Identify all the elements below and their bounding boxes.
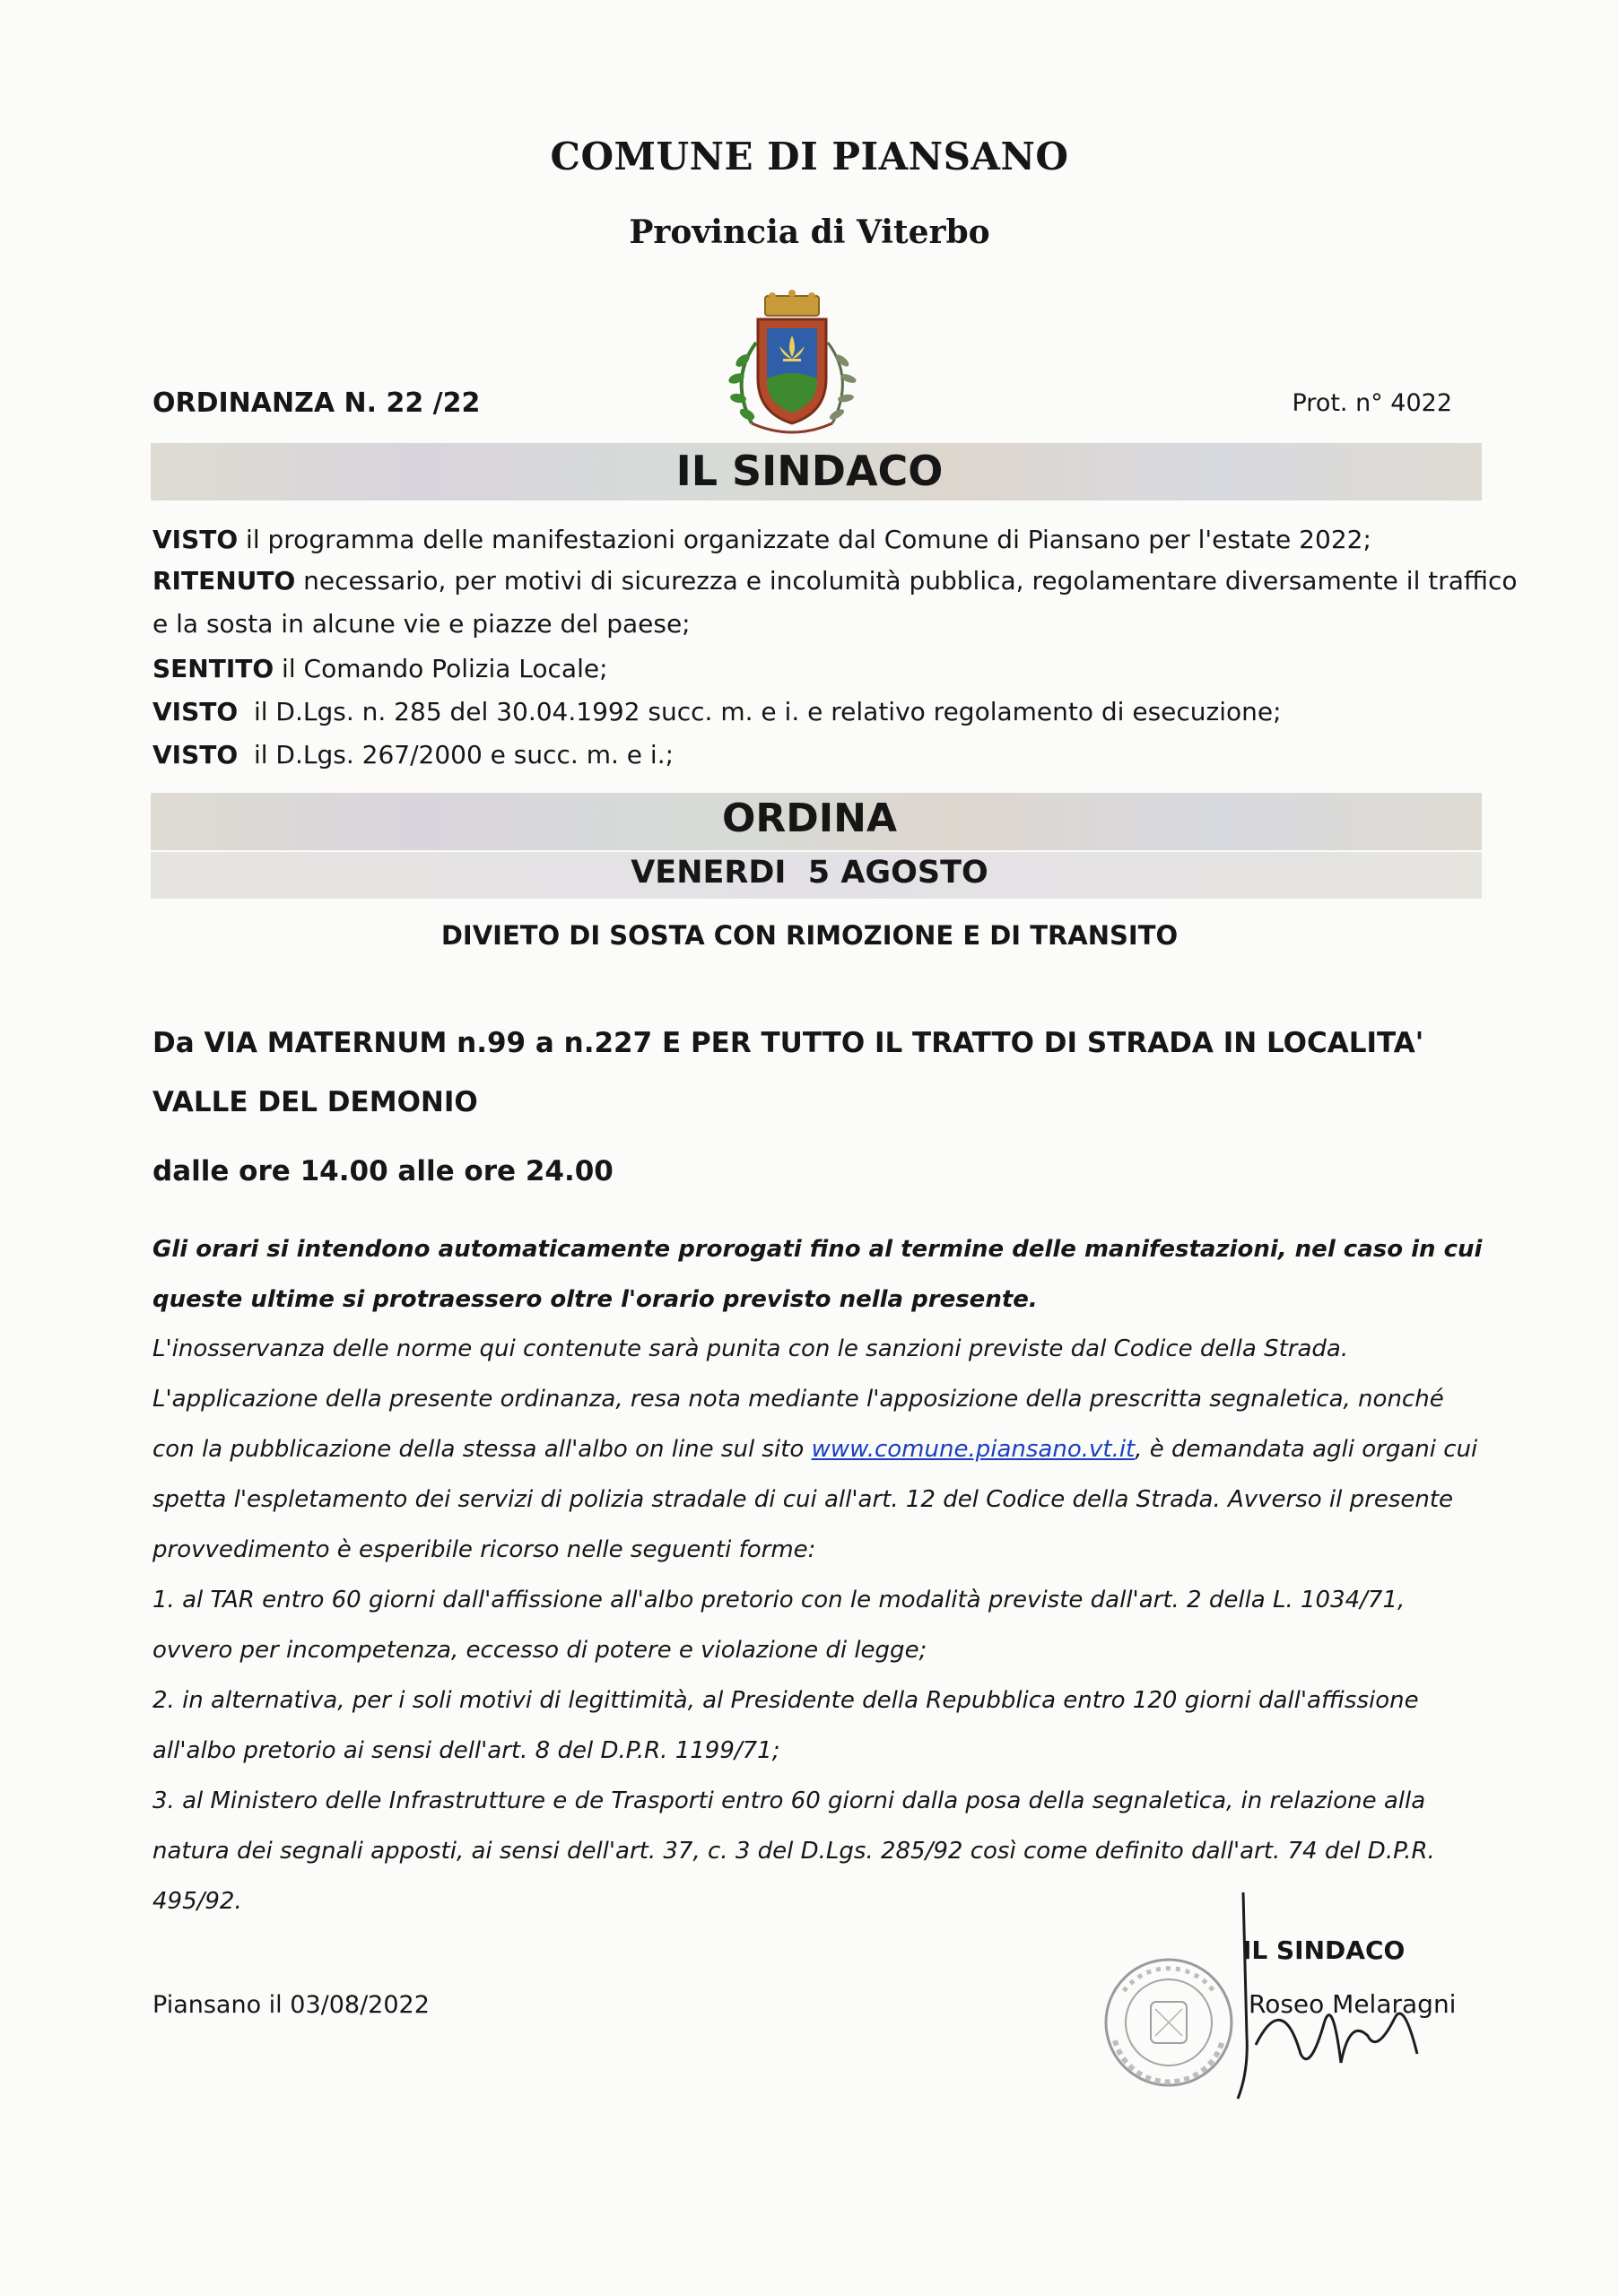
coat-of-arms-icon <box>702 289 882 441</box>
comune-title: COMUNE DI PIANSANO <box>550 135 1069 178</box>
provincia-subtitle: Provincia di Viterbo <box>629 213 990 251</box>
inosservanza-text-cont: , è demandata agli organi cui spetta l'espletamento dei servizi di polizia stradale di cui all'art. 12 del Codice della Strada. Avverso il presente provvedimento è esperibile ricorso nelle seguenti forme: <box>152 1436 1478 1563</box>
premise-text: e la sosta in alcune vie e piazze del paese; <box>152 609 691 639</box>
orario-text: dalle ore 14.00 alle ore 24.00 <box>152 1155 614 1187</box>
inosservanza-text: L'inosservanza delle norme qui contenute sarà punita con le sanzioni previste dal Codice della Strada. L'applicazione della presente ordinanza, resa nota mediante l'apposizione della prescritta segnaletica, nonché con la pubblicazione della stessa all'albo on line sul sito <box>152 1335 1444 1463</box>
premise-text: il D.Lgs. 267/2000 e succ. m. e i.; <box>238 740 675 770</box>
handwritten-signature <box>1148 1883 1453 2108</box>
ordina-heading: ORDINA <box>721 796 898 841</box>
date-heading: VENERDI 5 AGOSTO <box>631 855 988 891</box>
premise-text: il Comando Polizia Locale; <box>274 654 608 683</box>
premise-text: il programma delle manifestazioni organizzate dal Comune di Piansano per l'estate 2022; <box>238 525 1371 554</box>
ordinanza-number: ORDINANZA N. 22 /22 <box>152 387 481 419</box>
premise-visto-programma <box>152 527 1371 552</box>
signature-title: IL SINDACO <box>1242 1935 1406 1965</box>
premise-ritenuto <box>152 566 1518 596</box>
premise-visto-dlgs267 <box>152 740 675 770</box>
premise-keyword: VISTO <box>152 697 239 726</box>
protocol-number: Prot. n° 4022 <box>1292 389 1452 417</box>
ricorso-item-2: 2. in alternativa, per i soli motivi di legittimità, al Presidente della Repubblica entro 120 giorni dall'affissione all'albo pretorio ai sensi dell'art. 8 del D.P.R. 1199/71; <box>152 1687 1419 1764</box>
premise-visto-dlgs285 <box>152 697 1282 726</box>
ricorso-item-3: 3. al Ministero delle Infrastrutture e de Trasporti entro 60 giorni dalla posa della segnaletica, in relazione alla natura dei segnali apposti, ai sensi dell'art. 37, c. 3 del D.Lgs. 285/92 così come definito dall'art. 74 del D.P.R. 495/92. <box>152 1787 1435 1915</box>
premise-keyword: RITENUTO <box>152 566 296 596</box>
premise-keyword: VISTO <box>152 740 239 770</box>
divieto-heading: DIVIETO DI SOSTA CON RIMOZIONE E DI TRANSITO <box>440 920 1179 951</box>
premise-text: il D.Lgs. n. 285 del 30.04.1992 succ. m. e i. e relativo regolamento di esecuzione; <box>238 697 1282 726</box>
sindaco-heading: IL SINDACO <box>675 447 944 495</box>
premise-keyword: SENTITO <box>152 654 274 683</box>
premise-keyword: VISTO <box>152 525 239 554</box>
inosservanza-paragraph <box>152 1324 1489 1575</box>
premise-text: necessario, per motivi di sicurezza e incolumità pubblica, regolamentare diversamente il traffico <box>295 566 1518 596</box>
premise-sentito <box>152 654 608 683</box>
signature-name: Roseo Melaragni <box>1249 1989 1457 2019</box>
site-link[interactable]: www.comune.piansano.vt.it <box>811 1436 1136 1463</box>
premise-ritenuto-cont <box>152 609 691 639</box>
place-date: Piansano il 03/08/2022 <box>152 1991 430 2019</box>
proroga-paragraph: Gli orari si intendono automaticamente prorogati fino al termine delle manifestazioni, nel caso in cui queste ultime si protraessero oltre l'orario previsto nella presente. <box>152 1236 1483 1313</box>
location-text: Da VIA MATERNUM n.99 a n.227 E PER TUTTO IL TRATTO DI STRADA IN LOCALITA' VALLE DEL DEMONIO <box>152 1027 1424 1118</box>
ricorso-item-1: 1. al TAR entro 60 giorni dall'affissione all'albo pretorio con le modalità previste dall'art. 2 della L. 1034/71, ovvero per incompetenza, eccesso di potere e violazione di legge; <box>152 1587 1406 1664</box>
